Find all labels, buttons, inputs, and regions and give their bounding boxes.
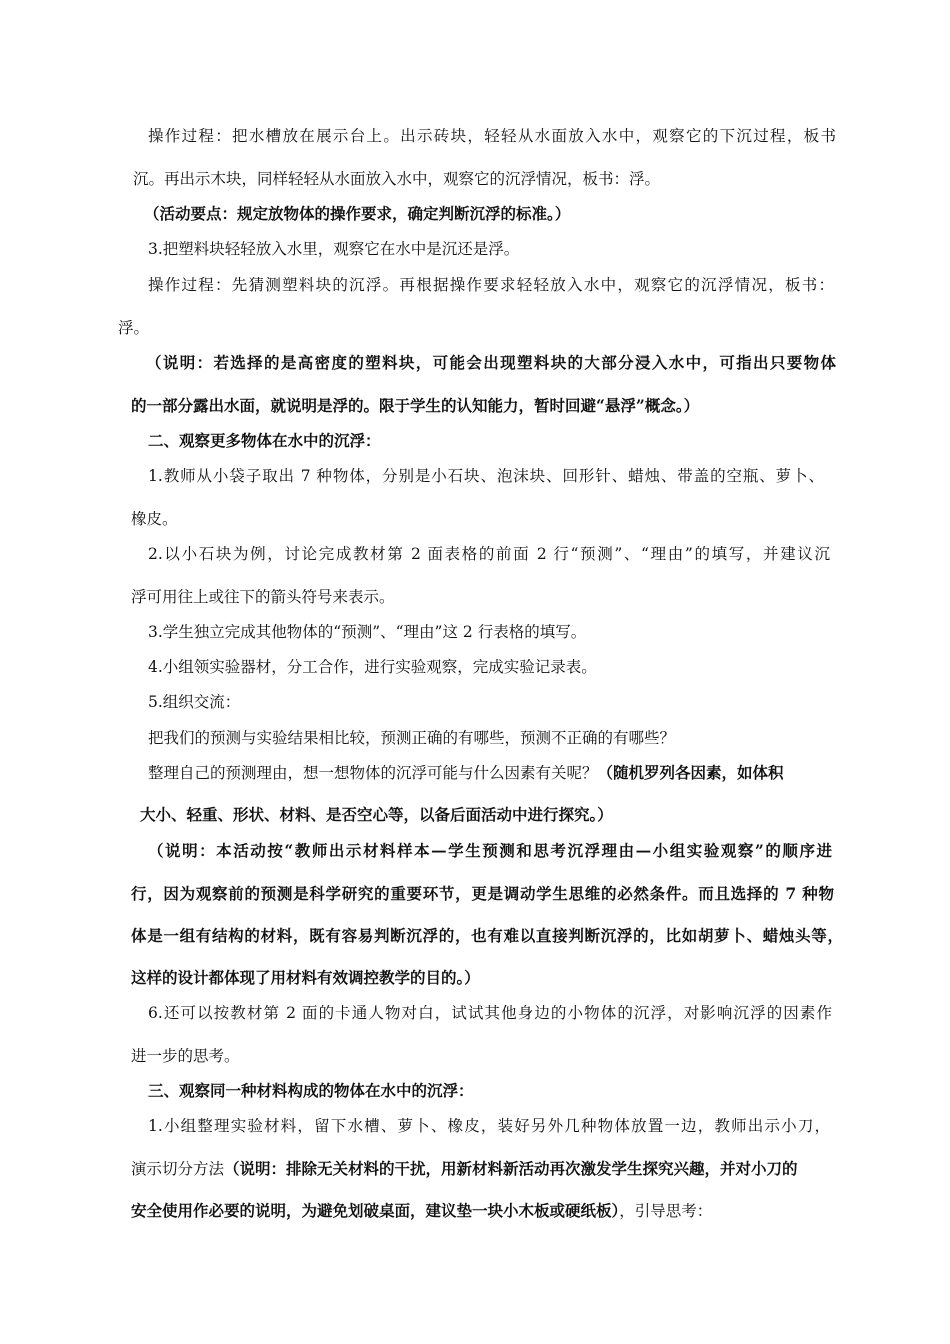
note-line: 大小、轻重、形状、材料、是否空心等，以备后面活动中进行探究。） — [140, 805, 613, 824]
text-line: 橡皮。 — [131, 510, 178, 528]
text-line: 进一步的思考。 — [131, 1047, 240, 1065]
text-line: 浮可用往上或往下的箭头符号来表示。 — [131, 588, 395, 606]
text-line: 2.以小石块为例，讨论完成教材第 2 面表格的前面 2 行“预测”、“理由”的填写，并建议沉 — [148, 545, 830, 563]
text-line: 沉。再出示木块，同样轻轻从水面放入水中，观察它的沉浮情况，板书：浮。 — [133, 170, 661, 188]
note-line: 这样的设计都体现了用材料有效调控教学的目的。） — [131, 968, 480, 987]
text-line: 3.把塑料块轻轻放入水里，观察它在水中是沉还是浮。 — [148, 240, 520, 258]
note-line: 体是一组有结构的材料，既有容易判断沉浮的，也有难以直接判断沉浮的，比如胡萝卜、蜡烛头等， — [131, 926, 843, 945]
text-line: 操作过程：把水槽放在展示台上。出示砖块，轻轻从水面放入水中，观察它的下沉过程，板书 — [148, 127, 836, 145]
text-line — [131, 1200, 712, 1222]
text-line: 6.还可以按教材第 2 面的卡通人物对白，试试其他身边的小物体的沉浮，对影响沉浮的因素作 — [148, 1004, 832, 1022]
text-line — [148, 762, 784, 784]
text-line: 4.小组领实验器材，分工合作，进行实验观察，完成实验记录表。 — [148, 658, 597, 676]
text-line: 浮。 — [118, 319, 150, 337]
note-line: （说明：若选择的是高密度的塑料块，可能会出现塑料块的大部分浸入水中，可指出只要物体 — [146, 353, 836, 372]
text-line: 1.教师从小袋子取出 7 种物体，分别是小石块、泡沫块、回形针、蜡烛、带盖的空瓶、萝卜、 — [148, 467, 824, 485]
text-segment: ，引导思考： — [619, 1202, 713, 1220]
note-line: 的一部分露出水面，就说明是浮的。限于学生的认知能力，暂时回避“悬浮”概念。） — [131, 396, 700, 415]
text-line: 3.学生独立完成其他物体的“预测”、“理由”这 2 行表格的填写。 — [148, 623, 587, 641]
note-segment: （说明：排除无关材料的干扰，用新材料新活动再次激发学生探究兴趣，并对小刀的 — [224, 1159, 798, 1178]
text-segment: 整理自己的预测理由，想一想物体的沉浮可能与什么因素有关呢？ — [148, 764, 598, 782]
text-segment: 演示切分方法 — [131, 1160, 225, 1178]
note-line: 行，因为观察前的预测是科学研究的重要环节，更是调动学生思维的必然条件。而且选择的 7 种物 — [131, 884, 834, 903]
note-segment: 安全使用作必要的说明，为避免划破桌面，建议垫一块小木板或硬纸板） — [131, 1201, 620, 1220]
section-heading: 三、观察同一种材料构成的物体在水中的沉浮： — [148, 1081, 474, 1100]
text-line: 操作过程：先猜测塑料块的沉浮。再根据操作要求轻轻放入水中，观察它的沉浮情况，板书： — [148, 276, 834, 294]
note-line: （说明：本活动按“教师出示材料样本—学生预测和思考沉浮理由—小组实验观察”的顺序进 — [148, 841, 832, 860]
text-line: 1.小组整理实验材料，留下水槽、萝卜、橡皮，装好另外几种物体放置一边，教师出示小刀， — [148, 1117, 830, 1135]
note-line: （活动要点：规定放物体的操作要求，确定判断沉浮的标准。） — [144, 204, 571, 223]
text-line: 5.组织交流： — [148, 693, 241, 711]
note-segment: （随机罗列各因素，如体积 — [597, 763, 784, 782]
section-heading: 二、观察更多物体在水中的沉浮： — [148, 431, 381, 450]
text-line: 把我们的预测与实验结果相比较，预测正确的有哪些，预测不正确的有哪些？ — [148, 729, 676, 747]
text-line — [131, 1158, 798, 1180]
